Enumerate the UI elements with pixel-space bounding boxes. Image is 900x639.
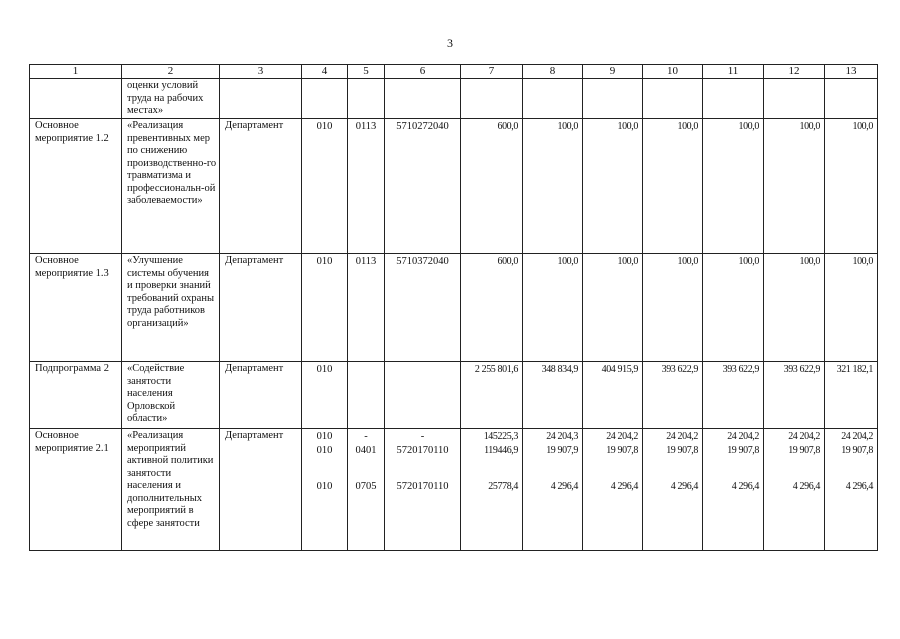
header-cell: 11 bbox=[703, 65, 764, 79]
amount-cell: 393 622,9 bbox=[764, 362, 825, 429]
target-code-line: 5720170110 bbox=[396, 481, 449, 492]
target-code-cell: 5710272040 bbox=[385, 119, 461, 254]
section-cell: 0113 bbox=[348, 254, 385, 362]
header-cell: 10 bbox=[643, 65, 703, 79]
header-cell: 13 bbox=[825, 65, 878, 79]
table-row bbox=[30, 429, 878, 551]
section-line: 0705 bbox=[355, 481, 377, 492]
table-row bbox=[30, 362, 878, 429]
executor-cell: Департамент bbox=[220, 254, 302, 362]
amount-cell: 100,0 bbox=[764, 254, 825, 362]
amount-cell: 404 915,9 bbox=[583, 362, 643, 429]
amount-cell: 100,0 bbox=[703, 254, 764, 362]
table-row bbox=[30, 119, 878, 254]
target-code-line: - bbox=[420, 431, 425, 442]
amount-line: 4 296,4 bbox=[845, 481, 873, 492]
target-code-cell bbox=[385, 429, 461, 551]
amount-cell: 100,0 bbox=[583, 119, 643, 254]
amount-cell bbox=[764, 429, 825, 551]
header-cell: 8 bbox=[523, 65, 583, 79]
target-code-cell bbox=[385, 362, 461, 429]
section-line: 0401 bbox=[355, 445, 377, 456]
header-cell: 9 bbox=[583, 65, 643, 79]
amount-cell bbox=[703, 429, 764, 551]
header-cell: 7 bbox=[461, 65, 523, 79]
code-cell: 010 bbox=[302, 119, 348, 254]
amount-cell: 100,0 bbox=[825, 254, 878, 362]
header-cell: 6 bbox=[385, 65, 461, 79]
code-line: 010 bbox=[316, 481, 333, 492]
amount-cell bbox=[583, 429, 643, 551]
amount-line: 19 907,8 bbox=[606, 445, 638, 456]
amount-cell bbox=[523, 79, 583, 119]
amount-cell bbox=[703, 79, 764, 119]
code-cell: 010 bbox=[302, 254, 348, 362]
amount-cell: 100,0 bbox=[703, 119, 764, 254]
amount-cell: 100,0 bbox=[643, 254, 703, 362]
code-line: 010 bbox=[316, 431, 333, 442]
amount-line: 24 204,3 bbox=[546, 431, 578, 442]
amount-line: 24 204,2 bbox=[666, 431, 698, 442]
description-cell: «Содействие занятости населения Орловской области» bbox=[122, 362, 220, 429]
page-number: 3 bbox=[447, 36, 453, 50]
amount-line: 119446,9 bbox=[484, 445, 518, 456]
amount-line: 24 204,2 bbox=[841, 431, 873, 442]
amount-line: 4 296,4 bbox=[670, 481, 698, 492]
header-cell: 2 bbox=[122, 65, 220, 79]
amount-cell bbox=[643, 429, 703, 551]
amount-line: 4 296,4 bbox=[550, 481, 578, 492]
amount-cell: 321 182,1 bbox=[825, 362, 878, 429]
amount-cell bbox=[523, 429, 583, 551]
amount-line: 25778,4 bbox=[488, 481, 518, 492]
section-cell bbox=[348, 429, 385, 551]
amount-cell: 100,0 bbox=[764, 119, 825, 254]
program-cell: Основное мероприятие 1.3 bbox=[30, 254, 122, 362]
amount-cell bbox=[825, 429, 878, 551]
amount-line: 24 204,2 bbox=[727, 431, 759, 442]
code-cell bbox=[302, 429, 348, 551]
section-cell: 0113 bbox=[348, 119, 385, 254]
program-cell: Подпрограмма 2 bbox=[30, 362, 122, 429]
program-cell: Основное мероприятие 2.1 bbox=[30, 429, 122, 551]
header-cell: 12 bbox=[764, 65, 825, 79]
amount-line: 24 204,2 bbox=[788, 431, 820, 442]
description-cell: «Реализация мероприятий активной политики занятости населения и дополнительных мероприятий в сфере занятости bbox=[122, 429, 220, 551]
executor-cell bbox=[220, 79, 302, 119]
amount-cell bbox=[643, 79, 703, 119]
amount-cell bbox=[764, 79, 825, 119]
description-cell: «Улучшение системы обучения и проверки знаний требований охраны труда работников организаций» bbox=[122, 254, 220, 362]
amount-cell bbox=[461, 79, 523, 119]
header-cell: 1 bbox=[30, 65, 122, 79]
amount-line: 19 907,8 bbox=[788, 445, 820, 456]
amount-cell: 600,0 bbox=[461, 254, 523, 362]
amount-line: 145225,3 bbox=[483, 431, 518, 442]
program-cell: Основное мероприятие 1.2 bbox=[30, 119, 122, 254]
amount-cell: 600,0 bbox=[461, 119, 523, 254]
section-cell bbox=[348, 79, 385, 119]
executor-cell: Департамент bbox=[220, 429, 302, 551]
amount-cell: 100,0 bbox=[523, 254, 583, 362]
header-cell: 4 bbox=[302, 65, 348, 79]
amount-cell: 393 622,9 bbox=[643, 362, 703, 429]
executor-cell: Департамент bbox=[220, 119, 302, 254]
description-cell: оценки условий труда на рабочих местах» bbox=[122, 79, 220, 119]
table-row bbox=[30, 79, 878, 119]
amount-cell: 100,0 bbox=[583, 254, 643, 362]
amount-line: 24 204,2 bbox=[606, 431, 638, 442]
amount-cell: 348 834,9 bbox=[523, 362, 583, 429]
section-cell bbox=[348, 362, 385, 429]
executor-cell: Департамент bbox=[220, 362, 302, 429]
target-code-cell bbox=[385, 79, 461, 119]
amount-cell: 100,0 bbox=[523, 119, 583, 254]
table-row bbox=[30, 254, 878, 362]
amount-cell: 393 622,9 bbox=[703, 362, 764, 429]
amount-cell: 100,0 bbox=[825, 119, 878, 254]
budget-table bbox=[29, 64, 878, 551]
code-line: 010 bbox=[316, 445, 333, 456]
header-cell: 3 bbox=[220, 65, 302, 79]
amount-line: 19 907,8 bbox=[727, 445, 759, 456]
amount-line: 19 907,8 bbox=[841, 445, 873, 456]
amount-cell: 2 255 801,6 bbox=[461, 362, 523, 429]
amount-line: 19 907,8 bbox=[666, 445, 698, 456]
section-line: - bbox=[364, 431, 368, 442]
target-code-line: 5720170110 bbox=[396, 445, 449, 456]
amount-cell bbox=[461, 429, 523, 551]
code-cell bbox=[302, 79, 348, 119]
amount-cell bbox=[825, 79, 878, 119]
header-cell: 5 bbox=[348, 65, 385, 79]
amount-cell: 100,0 bbox=[643, 119, 703, 254]
amount-line: 4 296,4 bbox=[731, 481, 759, 492]
code-cell: 010 bbox=[302, 362, 348, 429]
amount-line: 4 296,4 bbox=[610, 481, 638, 492]
amount-line: 19 907,9 bbox=[546, 445, 578, 456]
target-code-cell: 5710372040 bbox=[385, 254, 461, 362]
amount-cell bbox=[583, 79, 643, 119]
header-row bbox=[30, 65, 878, 79]
program-cell bbox=[30, 79, 122, 119]
amount-line: 4 296,4 bbox=[792, 481, 820, 492]
description-cell: «Реализация превентивных мер по снижению производственно-го травматизма и профессиональн-ой заболеваемости» bbox=[122, 119, 220, 254]
